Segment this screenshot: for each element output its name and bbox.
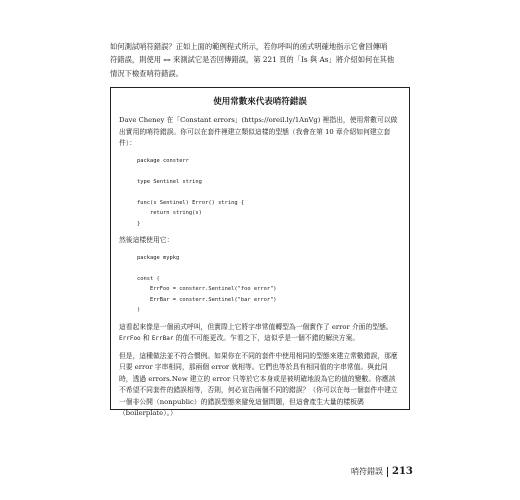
para3-text-post: 的值不可能更改。乍看之下，這似乎是一個不錯的解決方案。 — [173, 334, 360, 342]
sidebar-paragraph-3 — [119, 322, 401, 345]
sidebar-box — [110, 87, 410, 417]
intro-line-3: 情況下檢查哨符錯誤。 — [110, 69, 183, 78]
intro-line-2-pre: 符錯誤，則使用 — [110, 55, 164, 64]
para3-code-errfoo: ErrFoo — [119, 335, 141, 342]
para3-text-pre: 這看起來像是一個函式呼叫，但實際上它將字串常值轉型為一個實作了 error 介面的型態。 — [119, 322, 393, 331]
intro-line-1: 如何測試哨符錯誤？正如上面的範例程式所示，若你呼叫的函式明確地指示它會回傳哨 — [110, 42, 388, 51]
code-block-consterr: package consterr type Sentinel string func(s Sentinel) Error() string { return string(s) } — [137, 157, 245, 227]
page-number: 213 — [392, 466, 413, 477]
sidebar-title: 使用常數來代表哨符錯誤 — [213, 97, 307, 107]
page-footer — [351, 466, 413, 477]
sidebar-paragraph-4: 但是，這種做法並不符合慣例。如果你在不同的套件中使用相同的型態來建立常數錯誤，那麼只要 error 字串相同，那兩個 error 就相等。它們也等於具有相同值的字串常值。與此同時，透過 errors.New 建立的 error 只等於它本身或是被明確地設為它的值的變數。你應該不希望不同套件的錯誤相等，否則，何必宣告兩個不同的錯誤？（你可以在每一個套件中建立一個非公開（nonpublic）的錯誤型態來避免這個問題，但這會產生大量的樣板碼（boilerplate）。） — [119, 351, 398, 417]
para3-text-mid: 和 — [140, 334, 152, 342]
footer-separator — [387, 467, 388, 477]
intro-paragraph — [110, 40, 412, 80]
sidebar-paragraph-2: 然後這樣使用它： — [119, 236, 174, 244]
intro-line-2-post: 來測試它是否回傳錯誤，第 221 頁的「Is 與 As」將介紹如何在其他 — [170, 55, 395, 64]
intro-equality-operator: == — [163, 57, 171, 64]
code-block-mypkg: package mypkg const ( ErrFoo = consterr.Sentinel("foo error") ErrBar = consterr.Sentinel("bar error") ) — [137, 254, 277, 313]
footer-chapter-title: 哨符錯誤 — [351, 467, 383, 476]
para3-code-errbar: ErrBar — [151, 335, 174, 342]
sidebar-paragraph-1: Dave Cheney 在「Constant errors」(https://oreil.ly/1AnVg) 裡指出，使用常數可以做出實用的哨符錯誤。你可以在套件裡建立類似這樣的型態（我會在第 10 章介紹如何建立套件）： — [119, 116, 398, 147]
